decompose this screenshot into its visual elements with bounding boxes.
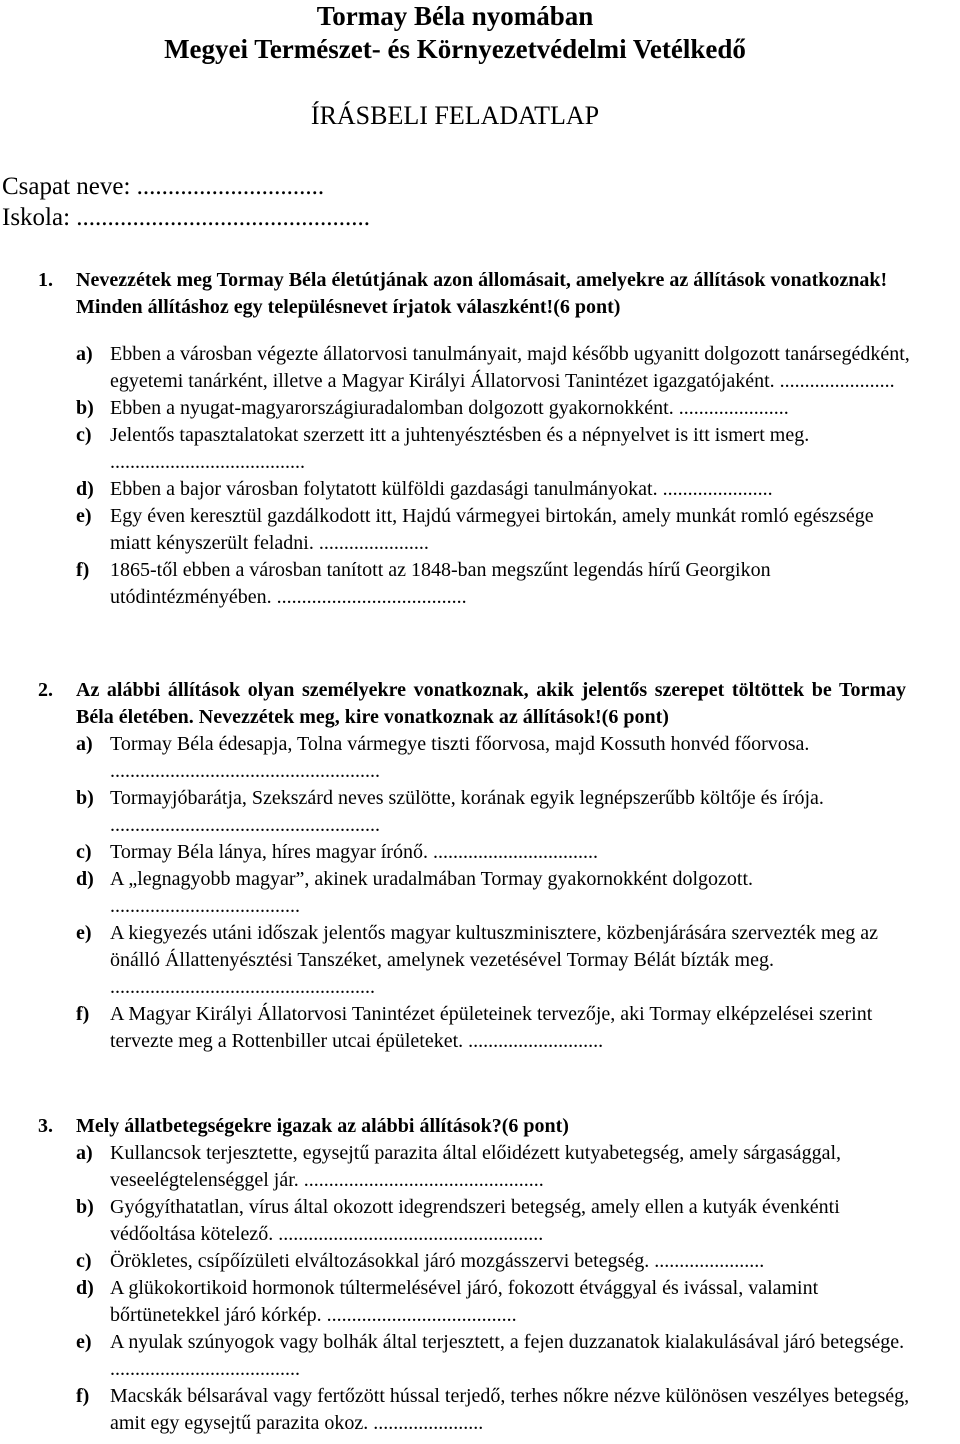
item-label: e) xyxy=(76,922,92,944)
item-text: A nyulak szúnyogok vagy bolhák által terjesztett, a fejen duzzanatok kialakulásával járó betegsége. ...................................... xyxy=(110,1331,905,1380)
item-text: Tormay Béla lánya, híres magyar írónő. ................................. xyxy=(110,841,598,863)
item-label: c) xyxy=(76,1250,92,1272)
item-text: Egy éven keresztül gazdálkodott itt, Hajdú vármegyei birtokán, amely munkát romló egészsége miatt kényszerült feladni. ...................... xyxy=(110,505,874,554)
worksheet-subtitle: ÍRÁSBELI FELADATLAP xyxy=(310,101,600,130)
item-text: Örökletes, csípőízületi elváltozásokkal járó mozgásszervi betegség. ...................... xyxy=(110,1250,765,1272)
answer-item[interactable] xyxy=(76,920,960,1001)
question-prompt: Az alábbi állítások olyan személyekre vonatkoznak, akik jelentős szerepet töltöttek be Tormay Béla életében. Nevezzétek meg, kire vonatkoznak az állítások! xyxy=(76,679,906,728)
question-1 xyxy=(0,267,960,611)
answer-item[interactable] xyxy=(76,1194,960,1248)
question-2 xyxy=(0,677,960,1055)
answer-item[interactable] xyxy=(76,866,960,920)
answer-item[interactable] xyxy=(76,1329,960,1383)
question-text xyxy=(76,267,906,321)
item-label: d) xyxy=(76,478,94,500)
question-header xyxy=(0,267,960,321)
question-points: (6 pont) xyxy=(553,296,621,318)
item-text: Tormay Béla édesapja, Tolna vármegye tiszti főorvosa, majd Kossuth honvéd főorvosa. ...................................................... xyxy=(110,733,810,782)
item-text: Ebben a nyugat-magyarországiuradalomban dolgozott gyakornokként. ...................... xyxy=(110,397,789,419)
answer-item[interactable] xyxy=(76,422,960,476)
item-label: c) xyxy=(76,841,92,863)
page-title: Tormay Béla nyomában xyxy=(316,1,594,31)
item-text: Gyógyíthatatlan, vírus által okozott idegrendszeri betegség, amely ellen a kutyák évenkénti védőoltása kötelező. ..................................................... xyxy=(110,1196,840,1245)
item-label: a) xyxy=(76,343,93,365)
item-text: Ebben a városban végezte állatorvosi tanulmányait, majd később ugyanitt dolgozott tanársegédként, egyetemi tanárként, illetve a Magyar Királyi Állatorvosi Tanintézet igazgatójaként. ....................... xyxy=(110,343,910,392)
answer-item[interactable] xyxy=(76,503,960,557)
answer-item[interactable] xyxy=(76,839,960,866)
item-label: a) xyxy=(76,733,93,755)
question-number: 2. xyxy=(38,679,53,701)
answer-item[interactable] xyxy=(76,1248,960,1275)
answer-item[interactable] xyxy=(76,731,960,785)
item-label: a) xyxy=(76,1142,93,1164)
answer-item[interactable] xyxy=(76,1275,960,1329)
item-label: e) xyxy=(76,505,92,527)
item-text: A „legnagyobb magyar”, akinek uradalmában Tormay gyakornokként dolgozott. ...................................... xyxy=(110,868,754,917)
answer-item[interactable] xyxy=(76,341,960,395)
page-title-line2: Megyei Természet- és Környezetvédelmi Vetélkedő xyxy=(164,34,746,64)
item-text: Jelentős tapasztalatokat szerzett itt a juhtenyésztésben és a népnyelvet is itt ismert meg. ....................................... xyxy=(110,424,810,473)
question-text xyxy=(76,677,906,731)
question-prompt: Nevezzétek meg Tormay Béla életútjának azon állomásait, amelyekre az állítások vonatkoznak! Minden állításhoz egy településnevet írjatok válaszként! xyxy=(76,269,888,318)
item-label: b) xyxy=(76,397,94,419)
team-name-field[interactable]: Csapat neve: .............................. xyxy=(2,173,325,200)
answer-item[interactable] xyxy=(76,395,960,422)
item-label: f) xyxy=(76,1003,90,1025)
question-header xyxy=(0,677,960,731)
question-3 xyxy=(0,1113,960,1437)
item-label: d) xyxy=(76,868,94,890)
item-text: Ebben a bajor városban folytatott külföldi gazdasági tanulmányokat. ...................... xyxy=(110,478,773,500)
question-text xyxy=(76,1113,906,1140)
item-label: d) xyxy=(76,1277,94,1299)
answer-item[interactable] xyxy=(76,1383,960,1437)
item-label: c) xyxy=(76,424,92,446)
item-text: 1865-től ebben a városban tanított az 1848-ban megszűnt legendás hírű Georgikon utódintézményében. ...................................... xyxy=(110,559,771,608)
item-label: b) xyxy=(76,1196,94,1218)
item-label: f) xyxy=(76,559,90,581)
item-text: Macskák bélsarával vagy fertőzött hússal terjedő, terhes nőkre nézve különösen veszélyes betegség, amit egy egysejtű parazita okoz. ...................... xyxy=(110,1385,910,1434)
item-label: e) xyxy=(76,1331,92,1353)
answer-item[interactable] xyxy=(76,476,960,503)
item-text: Tormayjóbarátja, Szekszárd neves szülötte, korának egyik legnépszerűbb költője és írója. ...................................................... xyxy=(110,787,824,836)
school-field[interactable]: Iskola: ............................................... xyxy=(2,204,371,231)
question-points: (6 pont) xyxy=(601,706,669,728)
answer-item[interactable] xyxy=(76,1001,960,1055)
item-label: f) xyxy=(76,1385,90,1407)
item-text: A kiegyezés utáni időszak jelentős magyar kultuszminisztere, közbenjárására szervezték meg az önálló Állattenyésztési Tanszéket, amelynek vezetésével Tormay Bélát bízták meg. ..................................................... xyxy=(110,922,879,998)
answer-item[interactable] xyxy=(76,1140,960,1194)
question-points: (6 pont) xyxy=(501,1115,569,1137)
item-text: Kullancsok terjesztette, egysejtű parazita által előidézett kutyabetegség, amely sárgasággal, veseelégtelenséggel jár. ................................................ xyxy=(110,1142,841,1191)
item-label: b) xyxy=(76,787,94,809)
item-text: A Magyar Királyi Állatorvosi Tanintézet épületeinek tervezője, aki Tormay elképzelései szerint tervezte meg a Rottenbiller utcai épületeket. ........................... xyxy=(110,1003,873,1052)
question-header xyxy=(0,1113,960,1140)
answer-item[interactable] xyxy=(76,557,960,611)
question-number: 1. xyxy=(38,269,53,291)
question-prompt: Mely állatbetegségekre igazak az alábbi állítások? xyxy=(76,1115,502,1137)
question-number: 3. xyxy=(38,1115,53,1137)
item-text: A glükokortikoid hormonok túltermelésével járó, fokozott étvággyal és ivással, valamint bőrtünetekkel járó kórkép. ...................................... xyxy=(110,1277,819,1326)
answer-item[interactable] xyxy=(76,785,960,839)
